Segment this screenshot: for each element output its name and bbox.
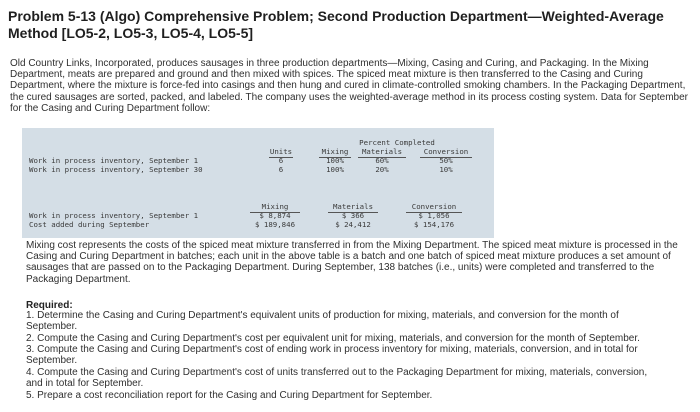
data-panel xyxy=(22,128,494,238)
t1-row-label: Work in process inventory, September 30 xyxy=(29,165,203,174)
t1-cell-mixing: 100% xyxy=(326,156,344,165)
t1-row-label: Work in process inventory, September 1 xyxy=(29,156,199,165)
required-item: 4. Compute the Casing and Curing Department's cost of units transferred out to the Packaging Department for mixing, materials, conversion, and in total for September. xyxy=(26,366,648,389)
mixing-cost-paragraph: Mixing cost represents the costs of the spiced meat mixture transferred in from the Mixing Department. The spiced meat mixture is processed in the Casing and Curing Department in batches; each unit in the above table is a batch and one batch of spiced meat mixture produces a set amount of sausages that are passed on to the Packaging Department. During September, 138 batches (i.e., units) were completed and transferred to the Packaging Department. xyxy=(26,240,678,285)
required-item: 3. Compute the Casing and Curing Department's cost of ending work in process inventory for mixing, materials, conversion, and in total for September. xyxy=(26,344,638,367)
t2-cell-conversion: $ 154,176 xyxy=(413,220,455,229)
t2-col-conversion: Conversion xyxy=(406,203,462,213)
t1-cell-conversion: 10% xyxy=(439,165,453,174)
t1-cell-units: 6 xyxy=(278,156,284,165)
t2-col-materials: Materials xyxy=(328,203,378,213)
required-item: 2. Compute the Casing and Curing Department's cost per equivalent unit for mixing, materials, and conversion for the month of September. xyxy=(26,332,640,344)
required-list xyxy=(26,311,666,402)
t2-cell-conversion: $ 1,056 xyxy=(418,211,450,220)
t2-row-label: Cost added during September xyxy=(29,220,150,229)
t2-cell-mixing: $ 8,874 xyxy=(259,211,291,220)
required-item: 1. Determine the Casing and Curing Department's equivalent units of production for mixing, materials, and conversion for the month of September. xyxy=(26,310,619,332)
col-units: Units xyxy=(269,147,293,156)
t2-row-label: Work in process inventory, September 1 xyxy=(29,211,199,220)
t2-cell-materials: $ 366 xyxy=(341,211,365,220)
intro-paragraph: Old Country Links, Incorporated, produces sausages in three production departments—Mixing, Casing and Curing, and Packaging. In the Mixing Department, meats are prepared and ground and then mixed with spices. The spiced meat mixture is then transferred to the Casing and Curing Department, where the mixture is force-fed into casings and then hung and cured in climate-controlled smoking chambers. In the Packaging Department, the cured sausages are sorted, packed, and labeled. The company uses the weighted-average method in its process costing system. Data for September for the Casing and Curing Department follow: xyxy=(10,58,688,114)
required-heading: Required: xyxy=(26,300,73,311)
t2-col-mixing: Mixing xyxy=(250,203,300,213)
t1-cell-materials: 20% xyxy=(375,165,389,174)
t1-cell-materials: 60% xyxy=(375,156,389,165)
t1-cell-mixing: 100% xyxy=(326,165,344,174)
percent-completed-header: Percent Completed xyxy=(359,138,435,147)
t1-cell-conversion: 50% xyxy=(439,156,453,165)
col-conversion: Conversion xyxy=(420,148,472,158)
t2-cell-materials: $ 24,412 xyxy=(335,220,371,229)
t1-cell-units: 6 xyxy=(278,165,284,174)
col-materials: Materials xyxy=(358,148,406,158)
problem-title: Problem 5-13 (Algo) Comprehensive Problem; Second Production Department—Weighted-Average Method [LO5-2, LO5-3, LO5-4, LO5-5] xyxy=(8,8,664,41)
t2-cell-mixing: $ 189,846 xyxy=(254,220,296,229)
required-item: 5. Prepare a cost reconciliation report for the Casing and Curing Department for September. xyxy=(26,389,433,401)
col-mixing: Mixing xyxy=(319,148,351,158)
